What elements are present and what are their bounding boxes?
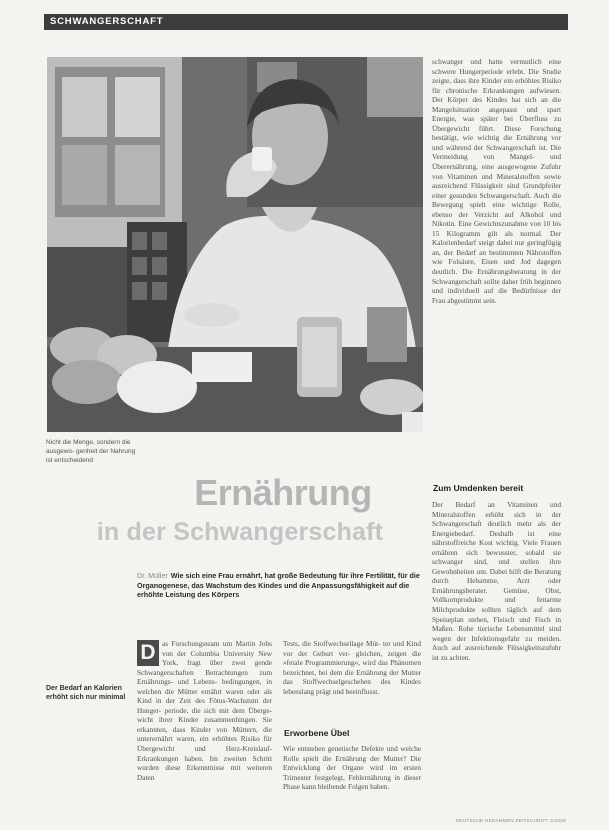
photo-illustration bbox=[47, 57, 423, 432]
photo-caption: Nicht die Menge, sondern die ausgewo- genheit der Nahrung ist entscheidend bbox=[46, 439, 136, 464]
body-text-2b: Wie entstehen genetische Defekte und welche Rolle spielt die Ernährung der Mutter? Die Entwicklung der Organe wird im ersten Trimester festgelegt, Fehlernährung in dieser Phase kann bleibende Folgen haben. bbox=[283, 744, 421, 792]
author-name: Dr. Müller bbox=[137, 571, 168, 580]
section-header-bar bbox=[44, 14, 568, 30]
article-subtitle: in der Schwangerschaft bbox=[96, 518, 384, 546]
subhead-acquired: Erworbene Übel bbox=[284, 728, 350, 738]
sidebar-pull-quote: Der Bedarf an Kalorien erhöht sich nur minimal bbox=[46, 685, 126, 701]
body-text-1: as Forschungsteam um Martin Jobs von der Columbia University New York, fragt über zwei gende Schwangerschaften Betrachtungen zum Ernährungs- und Lebens- bedingungen, in welchen die Mütter ernährt waren oder als Kind in der Zeit des Fötus-Wachstum der Hunger- periode, die sich mit dem Überge- wicht ihrer Kinder zusammenhingen. Sie erkannten, dass Kinder von Müttern, die unterernährt waren, ein erhöhtes Risiko für Übergewicht und Herz-Kreislauf-Erkrankungen haben. Im zweiten Schritt wurden diese Erkenntnisse mit weiteren Daten bbox=[137, 639, 272, 782]
subhead-rethink: Zum Umdenken bereit bbox=[433, 483, 524, 493]
body-column-3b bbox=[432, 500, 561, 662]
body-text-3: schwanger und hatte vermutlich eine schwere Hungerperiode erlebt. Die Studie zeigte, dass ihre Kinder ein erhöhtes Risiko für chronische Erkrankungen aufwiesen. Der Körper des Kindes hat sich an die Mangelsituation angepasst und spart Energie, was später bei Überfluss zu Übergewicht führt. Diese Forschung bestätigt, wie wichtig die Ernährung vor und während der Schwangerschaft ist. Die Vermeidung von Mangel- und Überernährung, eine ausgewogene Zufuhr von Vitaminen und Mineralstoffen sowie ausreichend Flüssigkeit sind Grundpfeiler einer gesunden Schwangerschaft. Auch die Bewegung spielt eine wichtige Rolle, ebenso der Verzicht auf Alkohol und Nikotin. Eine Gewichtszunahme von 10 bis 15 Kilogramm gilt als normal. Der Kalorienbedarf steigt dabei nur geringfügig an, der Bedarf an bestimmten Nährstoffen wie Folsäure, Eisen und Jod dagegen deutlich. Die Ernährungsberatung in der Schwangerschaft sollte daher früh beginnen und individuell auf die Bedürfnisse der Frau abgestimmt sein. bbox=[432, 57, 561, 305]
lead-text: Wie sich eine Frau ernährt, hat große Bedeutung für ihre Fertilität, für die Organogenese, das Wachstum des Kindes und die Anpassungsfähigkeit auf die erhöhte Leistung des Körpers bbox=[137, 571, 420, 600]
article-photo bbox=[47, 57, 423, 432]
body-column-2 bbox=[283, 639, 421, 696]
page-footer: DEUTSCHE HEBAMMEN ZEITSCHRIFT 3/2009 bbox=[455, 818, 566, 823]
article-lead bbox=[137, 571, 422, 600]
body-text-2: Tests, die Stoffwechsellage Müt- ter und Kind vor der Geburt ver- gleichen, zeigen die »fetale Programmierung«, wird das Phänomen bezeichnet, bei dem die Ernährung der Mutter das Stoffwechselgeschehen des Kindes lebenslang prägt und beeinflusst. bbox=[283, 639, 421, 696]
body-text-3b: Der Bedarf an Vitaminen und Mineralstoffen erhöht sich in der Schwangerschaft deutlich mehr als der Energiebedarf. Deshalb ist eine nährstoffreiche Kost wichtig. Viele Frauen ernähren sich bewusster, sobald sie schwanger sind, und stellen ihre Gewohnheiten um. Dabei hilft die Beratung durch Hebamme, Arzt oder Ernährungsberater. Gemüse, Obst, Vollkornprodukte und fettarme Milchprodukte sollten täglich auf dem Speiseplan stehen, Fleisch und Fisch in Maßen. Rohe tierische Lebensmittel sind wegen der Infektionsgefahr zu meiden. Auch auf ausreichende Flüssigkeitszufuhr ist zu achten. bbox=[432, 500, 561, 662]
article-title: Ernährung bbox=[194, 472, 372, 513]
body-column-3 bbox=[432, 57, 561, 305]
section-title: SCHWANGERSCHAFT bbox=[50, 16, 164, 27]
body-column-1 bbox=[137, 639, 272, 782]
drop-cap: D bbox=[137, 640, 159, 666]
body-column-2b bbox=[283, 744, 421, 792]
